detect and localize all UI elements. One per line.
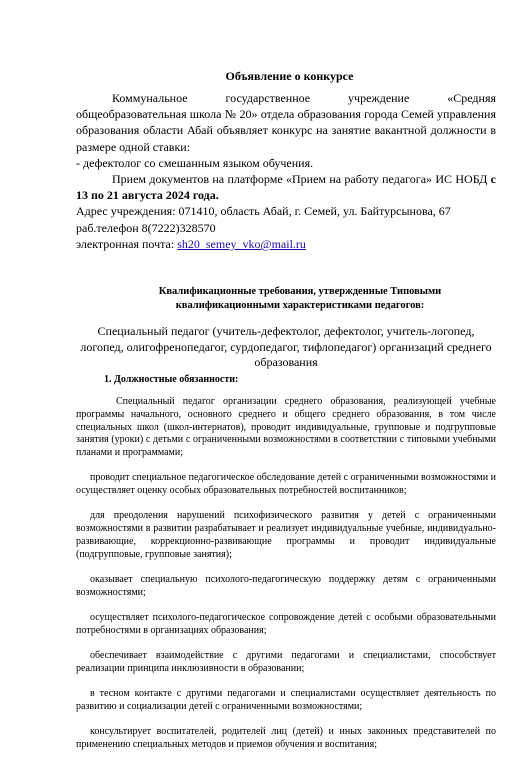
documents-text: Прием документов на платформе «Прием на работу педагога» ИС НОБД [112,172,491,187]
duty-item: для преодоления нарушений психофизического развития у детей с ограниченными возможностями в развитии разрабатывает и реализует индивидуальные учебные, индивидуально-развивающие, коррекционно-развивающие программы и проводит индивидуальные (подгрупповые, групповые занятия); [76,510,496,560]
qualification-title: Квалификационные требования, утвержденные Типовыми квалификационными характеристиками педагогов: [158,286,442,311]
phone-line: раб.телефон 8(7222)328570 [76,220,216,235]
email-line [76,236,496,252]
duty-item: консультирует воспитателей, родителей лиц (детей) и иных законных представителей по применению специальных методов и приемов обучения и воспитания; [76,725,496,750]
duty-item: оказывает специальную психолого-педагогическую поддержку детям с ограниченными возможностями; [76,573,496,598]
vacancy-line: - дефектолог со смешанным языком обучения. [76,155,314,170]
duties-heading: 1. Должностные обязанности: [104,374,239,385]
documents-dates: с 13 по 21 августа 2024 года. [76,172,496,203]
duty-item: Специальный педагог организации среднего образования, реализующей учебные программы начального, основного среднего и общего среднего образования, в том числе специальных школ (школ-интернатов), проводит индивидуальные, групповые и подгрупповые занятия (уроки) с детьми с ограниченными возможностями в соответствии с типовыми учебными планами и программами; [76,396,496,459]
duties-list [76,396,496,764]
announcement-title: Объявление о конкурсе [225,69,354,83]
duty-item: осуществляет психолого-педагогическое сопровождение детей с особыми образовательными потребностями в организациях образования; [76,611,496,636]
duty-item: в тесном контакте с другими педагогами и специалистами осуществляет деятельность по развитию и социализации детей с ограниченными возможностями; [76,687,496,712]
duty-item: проводит специальное педагогическое обследование детей с ограниченными возможностями и осуществляет оценку особых образовательных потребностей воспитанников; [76,472,496,497]
announcement-paragraph: Коммунальное государственное учреждение «Средняя общеобразовательная школа № 20» отдела образования города Семей управления образования области Абай объявляет конкурс на занятие вакантной должности в размере одной ставки: [76,91,496,154]
duty-item: обеспечивает взаимодействие с другими педагогами и специалистами, способствует реализации принципа инклюзивности в образовании; [76,649,496,674]
documents-paragraph [76,171,496,203]
address-line: Адрес учреждения: 071410, область Абай, г. Семей, ул. Байтурсынова, 67 [76,204,451,219]
announcement-body [76,90,496,252]
specialist-title: Специальный педагог (учитель-дефектолог, дефектолог, учитель-логопед, логопед, олигофренопедагог, сурдопедагог, тифлопедагог) организаций среднего образования [80,324,492,369]
email-link[interactable]: sh20_semey_vko@mail.ru [177,236,306,251]
email-label: электронная почта: [76,236,178,251]
